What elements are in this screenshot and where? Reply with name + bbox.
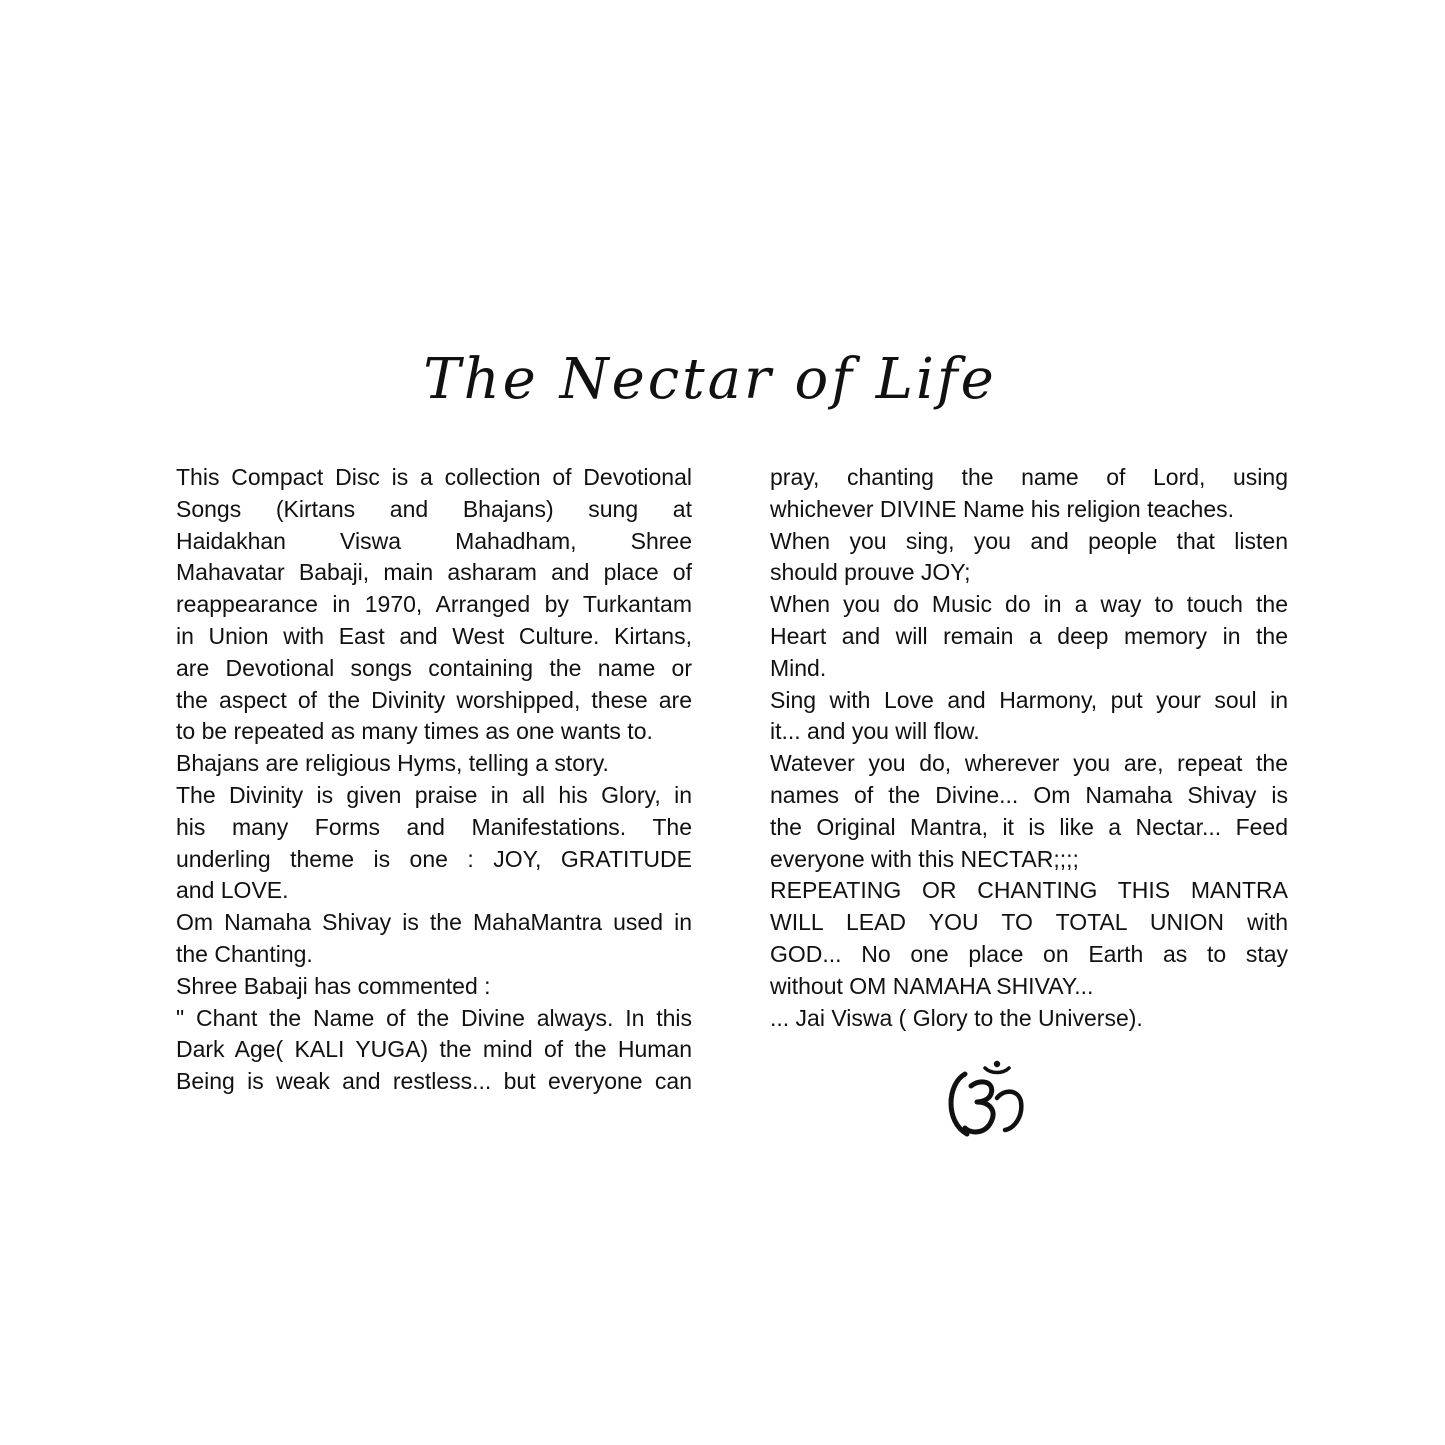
text-line: should prouve JOY;	[770, 559, 971, 586]
om-symbol-icon	[935, 1058, 1045, 1148]
text-line: are Devotional songs containing the name or	[176, 654, 692, 681]
text-line: " Chant the Name of the Divine always. In this	[176, 1004, 692, 1031]
text-line: Sing with Love and Harmony, put your soul in	[770, 686, 1288, 713]
text-line: Dark Age( KALI YUGA) the mind of the Human	[176, 1036, 692, 1063]
text-line: reappearance in 1970, Arranged by Turkantam	[176, 591, 692, 618]
right-text-column	[770, 462, 1288, 1034]
text-line: Mind.	[770, 654, 827, 681]
text-line: When you sing, you and people that listen	[770, 527, 1288, 554]
text-line: Haidakhan Viswa Mahadham, Shree	[176, 527, 692, 554]
text-line: names of the Divine... Om Namaha Shivay is	[770, 781, 1288, 808]
text-line: GOD... No one place on Earth as to stay	[770, 940, 1288, 967]
text-line: Mahavatar Babaji, main asharam and place of	[176, 559, 692, 586]
text-line: Heart and will remain a deep memory in the	[770, 622, 1288, 649]
text-line: The Divinity is given praise in all his Glory, in	[176, 781, 692, 808]
text-line: When you do Music do in a way to touch the	[770, 591, 1288, 618]
text-line: and LOVE.	[176, 877, 289, 904]
text-line: underling theme is one : JOY, GRATITUDE	[176, 845, 692, 872]
text-line: Bhajans are religious Hyms, telling a story.	[176, 750, 609, 777]
text-line: Songs (Kirtans and Bhajans) sung at	[176, 495, 692, 522]
text-line: Being is weak and restless... but everyone can	[176, 1068, 692, 1095]
text-line: without OM NAMAHA SHIVAY...	[770, 972, 1094, 999]
text-line: WILL LEAD YOU TO TOTAL UNION with	[770, 909, 1288, 936]
text-line: This Compact Disc is a collection of Devotional	[176, 464, 692, 490]
text-line: to be repeated as many times as one wants to.	[176, 718, 653, 745]
text-line: REPEATING OR CHANTING THIS MANTRA	[770, 877, 1288, 904]
text-line: Watever you do, wherever you are, repeat the	[770, 750, 1288, 777]
text-line: ... Jai Viswa ( Glory to the Universe).	[770, 1004, 1143, 1031]
text-line: it... and you will flow.	[770, 718, 980, 745]
left-text-column	[176, 462, 692, 1098]
text-line: everyone with this NECTAR;;;;	[770, 845, 1079, 872]
text-line: the aspect of the Divinity worshipped, these are	[176, 686, 692, 713]
text-line: his many Forms and Manifestations. The	[176, 813, 692, 840]
page-title: The Nectar of Life	[423, 347, 997, 412]
text-line: Om Namaha Shivay is the MahaMantra used in	[176, 909, 692, 936]
text-line: Shree Babaji has commented :	[176, 972, 491, 999]
text-line: the Original Mantra, it is like a Nectar... Feed	[770, 813, 1288, 840]
text-line: whichever DIVINE Name his religion teaches.	[770, 495, 1235, 522]
text-line: the Chanting.	[176, 940, 313, 967]
text-line: in Union with East and West Culture. Kirtans,	[176, 622, 692, 649]
text-line: pray, chanting the name of Lord, using	[770, 464, 1288, 490]
